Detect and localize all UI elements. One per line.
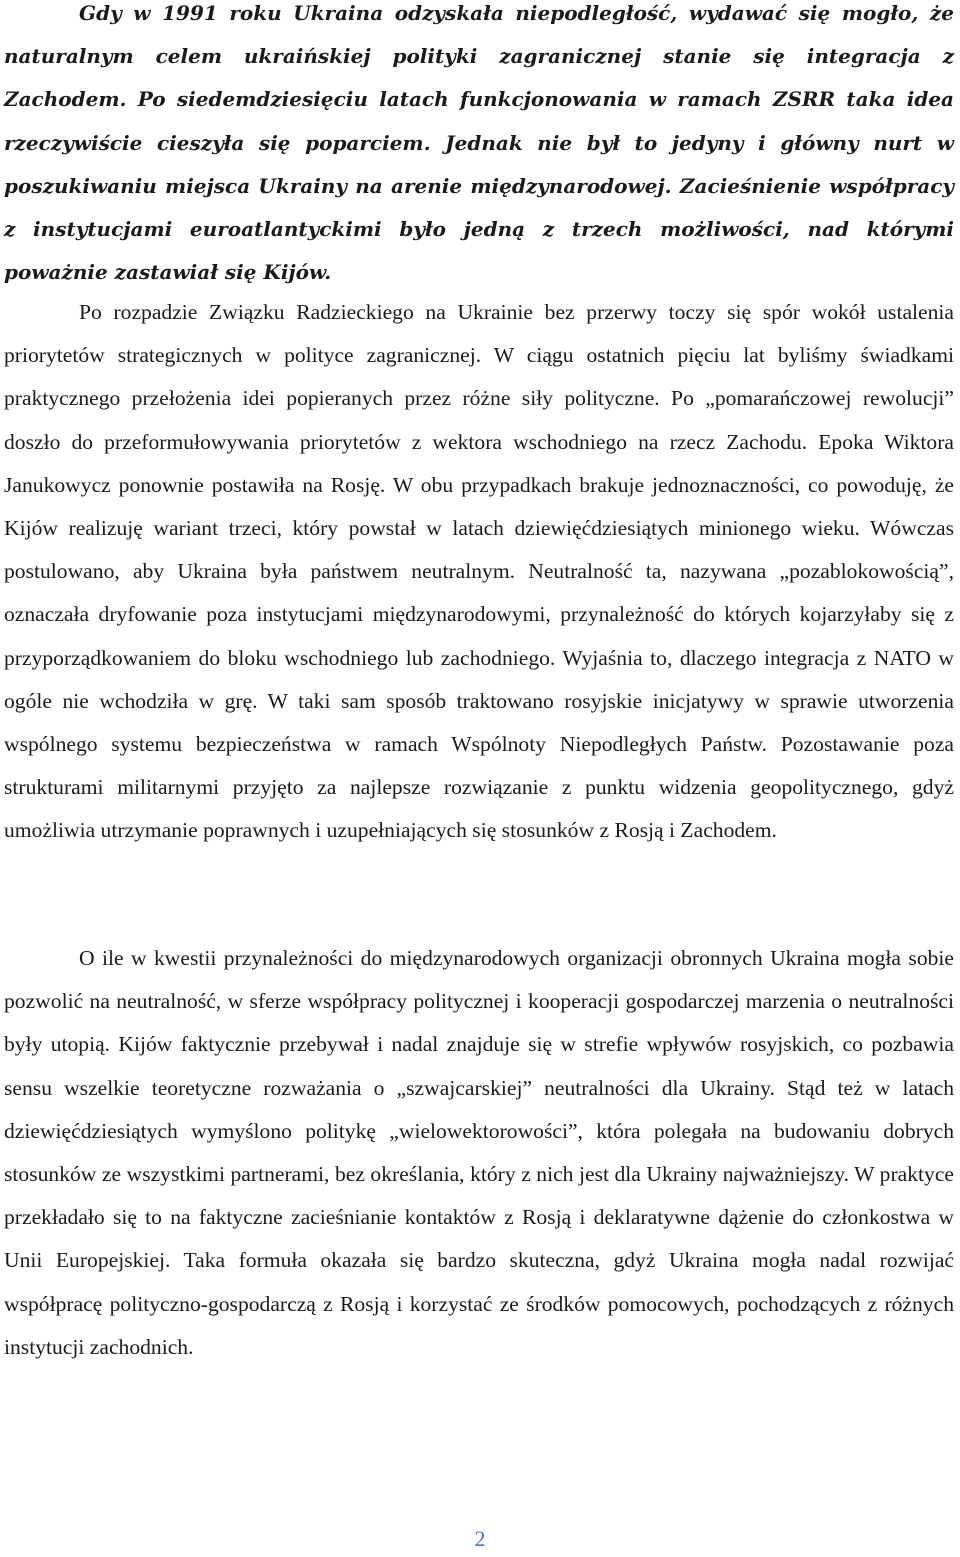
page-number: 2 [474,1526,486,1551]
body-paragraph-2: O ile w kwestii przynależności do międzynarodowych organizacji obronnych Ukraina mogła sobie pozwolić na neutralność, w sferze współpracy politycznej i kooperacji gospodarczej marzenia o neutralności były utopią. Kijów faktycznie przebywał i nadal znajduje się w strefie wpływów rosyjskich, co pozbawia sensu wszelkie teoretyczne rozważania o „szwajcarskiej” neutralności dla Ukrainy. Stąd też w latach dziewięćdziesiątych wymyślono politykę „wielowektorowości”, która polegała na budowaniu dobrych stosunków ze wszystkimi partnerami, bez określania, który z nich jest dla Ukrainy najważniejszy. W praktyce przekładało się to na faktyczne zacieśnianie kontaktów z Rosją i deklaratywne dążenie do członkostwa w Unii Europejskiej. Taka formuła okazała się bardzo skuteczna, gdyż Ukraina mogła nadal rozwijać współpracę polityczno-gospodarczą z Rosją i korzystać ze środków pomocowych, pochodzących z różnych instytucji zachodnich. [4,946,954,1359]
body-paragraph-1: Po rozpadzie Związku Radzieckiego na Ukrainie bez przerwy toczy się spór wokół ustalenia priorytetów strategicznych w polityce zagranicznej. W ciągu ostatnich pięciu lat byliśmy świadkami praktycznego przełożenia idei popieranych przez różne siły polityczne. Po „pomarańczowej rewolucji” doszło do przeformułowywania priorytetów z wektora wschodniego na rzecz Zachodu. Epoka Wiktora Janukowycz ponownie postawiła na Rosję. W obu przypadkach brakuje jednoznaczności, co powoduję, że Kijów realizuję wariant trzeci, który powstał w latach dziewięćdziesiątych minionego wieku. Wówczas postulowano, aby Ukraina była państwem neutralnym. Neutralność ta, nazywana „pozablokowością”, oznaczała dryfowanie poza instytucjami międzynarodowymi, przynależność do których kojarzyłaby się z przyporządkowaniem do bloku wschodniego lub zachodniego. Wyjaśnia to, dlaczego integracja z NATO w ogóle nie wchodziła w grę. W taki sam sposób traktowano rosyjskie inicjatywy w sprawie utworzenia wspólnego systemu bezpieczeństwa w ramach Wspólnoty Niepodległych Państw. Pozostawanie poza strukturami militarnymi przyjęto za najlepsze rozwiązanie z punktu widzenia geopolitycznego, gdyż umożliwia utrzymanie poprawnych i uzupełniających się stosunków z Rosją i Zachodem. [4,300,954,843]
intro-paragraph: Gdy w 1991 roku Ukraina odzyskała niepodległość, wydawać się mogło, że naturalnym celem ukraińskiej polityki zagranicznej stanie się integracja z Zachodem. Po siedemdziesięciu latach funkcjonowania w ramach ZSRR taka idea rzeczywiście cieszyła się poparciem. Jednak nie był to jedyny i główny nurt w poszukiwaniu miejsca Ukrainy na arenie międzynarodowej. Zacieśnienie współpracy z instytucjami euroatlantyckimi było jedną z trzech możliwości, nad którymi poważnie zastawiał się Kijów. [4,1,954,285]
document-page [4,0,954,1359]
